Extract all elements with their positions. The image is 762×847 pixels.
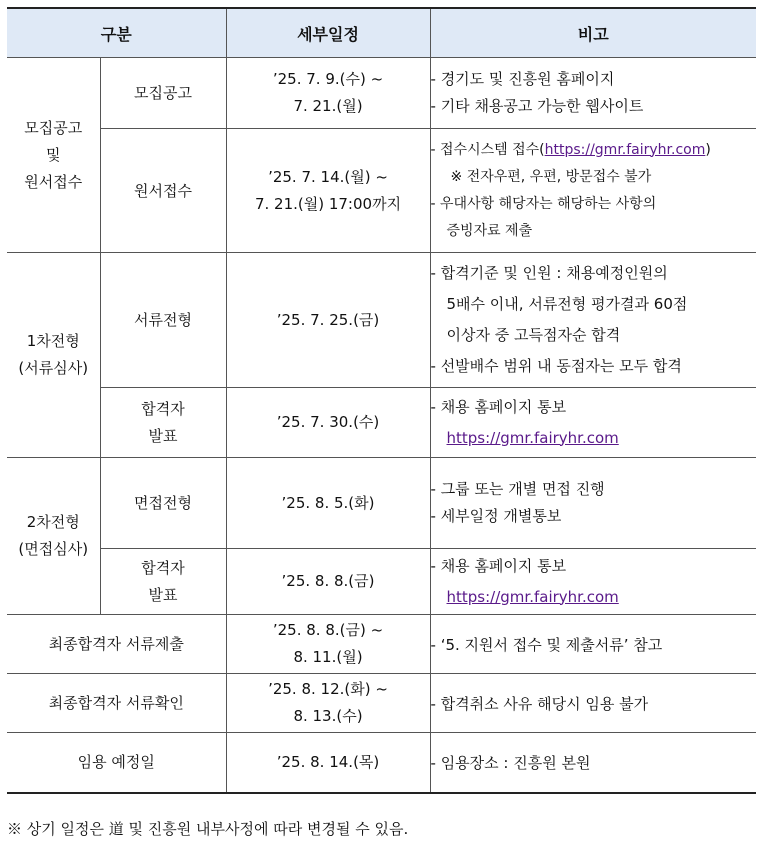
header-schedule: 세부일정 (226, 8, 430, 58)
header-category: 구분 (7, 8, 226, 58)
header-remarks: 비고 (430, 8, 756, 58)
remark-line: - 기타 채용공고 가능한 웹사이트 (430, 97, 644, 115)
table-row (7, 458, 756, 549)
remarks-cell (430, 388, 756, 458)
date-line: ’25. 8. 5.(화) (281, 493, 375, 512)
group-label: 및 (46, 145, 61, 164)
date-line: ’25. 7. 25.(금) (276, 310, 380, 329)
remark-line: - 우대사항 해당자는 해당하는 사항의 (430, 195, 657, 212)
date-line: ’25. 8. 8.(금) ~ (272, 621, 384, 639)
apply-system-link[interactable]: https://gmr.fairyhr.com (544, 141, 706, 158)
remark-line: 5배수 이내, 서류전형 평가결과 60점 (446, 295, 688, 313)
remark-line: - 선발배수 범위 내 동점자는 모두 합격 (430, 357, 682, 375)
category-appointment: 임용 예정일 (7, 733, 226, 793)
footnote: ※ 상기 일정은 道 및 진흥원 내부사정에 따라 변경될 수 있음. (7, 820, 409, 838)
sub-category: 면접전형 (100, 458, 226, 549)
group-label: 원서접수 (24, 172, 83, 191)
table-row (7, 253, 756, 388)
schedule-date (226, 388, 430, 458)
table-row (7, 129, 756, 253)
date-line: ’25. 7. 14.(월) ~ (268, 167, 388, 186)
schedule-date (226, 674, 430, 733)
remark-line: - 그룹 또는 개별 면접 진행 (430, 480, 605, 498)
remark-line (431, 137, 757, 164)
remark-line: - 경기도 및 진흥원 홈페이지 (430, 70, 615, 88)
table-row (7, 615, 756, 674)
date-line: ’25. 8. 12.(화) ~ (268, 680, 388, 698)
group-recruit-apply (7, 58, 100, 253)
remark-line: 이상자 중 고득점자순 합격 (446, 326, 621, 344)
table-row (7, 58, 756, 129)
schedule-date (226, 615, 430, 674)
schedule-date (226, 253, 430, 388)
sub-label: 발표 (148, 426, 178, 445)
schedule-date (226, 549, 430, 615)
table-row (7, 733, 756, 793)
remarks-cell (430, 253, 756, 388)
date-line: ’25. 7. 30.(수) (276, 413, 380, 431)
remark-line: - 세부일정 개별통보 (430, 507, 562, 525)
sub-category: 원서접수 (100, 129, 226, 253)
table-row (7, 388, 756, 458)
remark-line: - 채용 홈페이지 통보 (430, 397, 567, 416)
sub-category (100, 388, 226, 458)
table-row (7, 674, 756, 733)
sub-label: 합격자 (141, 558, 185, 577)
remarks-cell (430, 549, 756, 615)
homepage-link[interactable]: https://gmr.fairyhr.com (446, 428, 619, 447)
date-line: 8. 13.(수) (293, 707, 363, 725)
remarks-cell: - ‘5. 지원서 접수 및 제출서류’ 참고 (430, 615, 756, 674)
category-final-submit: 최종합격자 서류제출 (7, 615, 226, 674)
sub-label: 발표 (148, 585, 178, 604)
group-label: 모집공고 (24, 118, 83, 137)
date-line: 7. 21.(월) 17:00까지 (254, 194, 402, 213)
remarks-cell (430, 129, 756, 253)
table-row (7, 549, 756, 615)
date-line: 7. 21.(월) (293, 97, 363, 115)
schedule-date: ’25. 8. 14.(목) (226, 733, 430, 793)
remarks-cell: - 임용장소 : 진흥원 본원 (430, 733, 756, 793)
remark-line: ※ 전자우편, 우편, 방문접수 불가 (450, 168, 652, 185)
sub-category: 서류전형 (100, 253, 226, 388)
date-line: ’25. 7. 9.(수) ~ (272, 70, 384, 88)
remark-line: - 합격기준 및 인원 : 채용예정인원의 (430, 264, 668, 282)
sub-category (100, 549, 226, 615)
remarks-cell (430, 458, 756, 549)
schedule-table (7, 7, 756, 794)
remark-text: - 접수시스템 접수( (430, 141, 545, 158)
remark-line: 증빙자료 제출 (446, 222, 533, 239)
sub-label: 합격자 (141, 399, 185, 418)
group-label: 2차전형 (26, 513, 80, 531)
category-final-verify: 최종합격자 서류확인 (7, 674, 226, 733)
remark-line: - 채용 홈페이지 통보 (430, 556, 567, 575)
remarks-cell (430, 58, 756, 129)
group-label: (서류심사) (18, 359, 89, 377)
schedule-date (226, 458, 430, 549)
sub-category: 모집공고 (100, 58, 226, 129)
group-label: 1차전형 (26, 332, 80, 350)
date-line: ’25. 8. 8.(금) (281, 572, 375, 590)
group-label: (면접심사) (18, 540, 89, 558)
date-line: 8. 11.(월) (293, 648, 363, 666)
homepage-link[interactable]: https://gmr.fairyhr.com (446, 587, 619, 606)
remark-text: ) (705, 141, 711, 158)
group-first-screening (7, 253, 100, 458)
schedule-date (226, 129, 430, 253)
schedule-date (226, 58, 430, 129)
group-second-screening (7, 458, 100, 615)
table-header-row (7, 8, 756, 58)
remarks-cell: - 합격취소 사유 해당시 임용 불가 (430, 674, 756, 733)
